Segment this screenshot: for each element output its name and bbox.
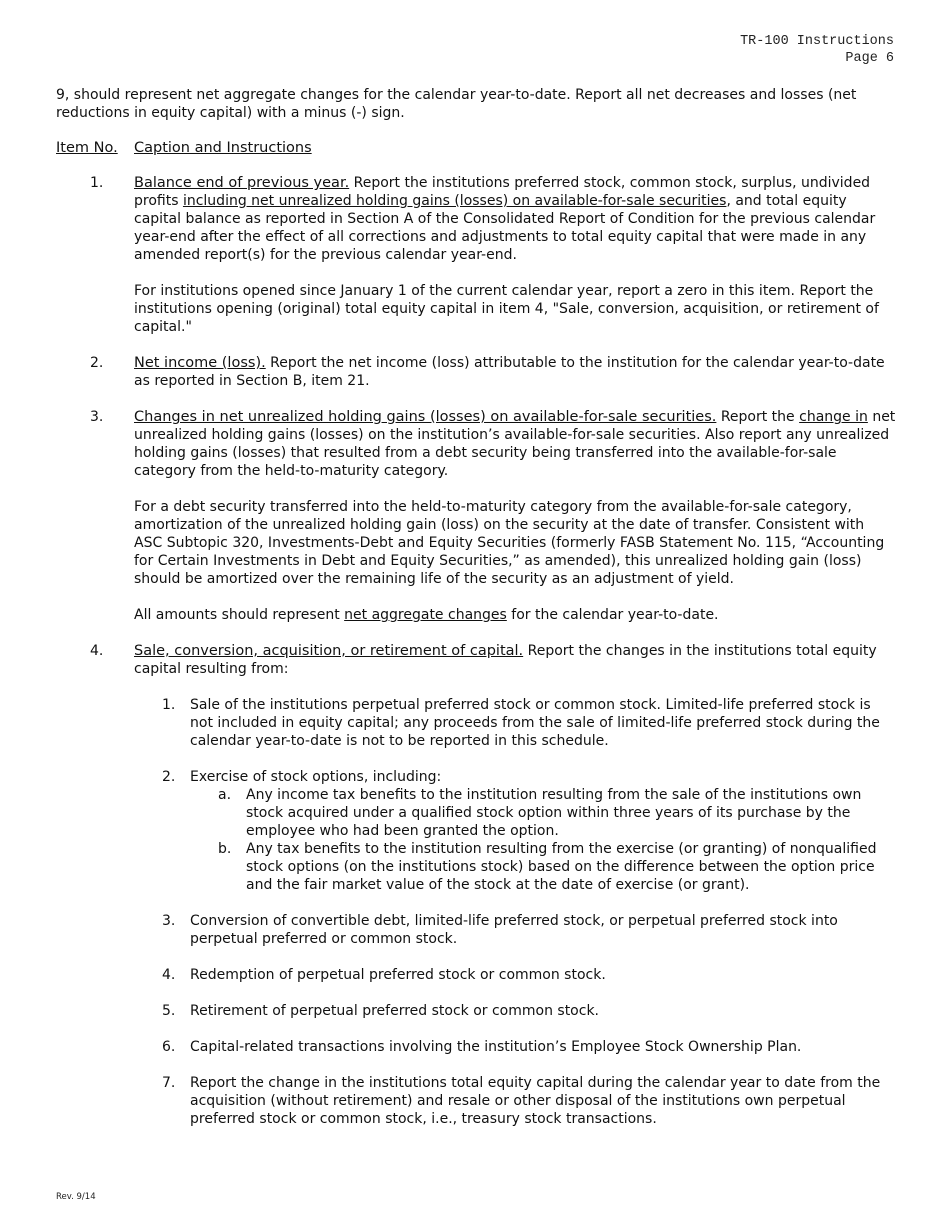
item-3-text-b: net unrealized holding gains (losses) on the institution’s available-for-sale securities. Also report any unrealized holding gains (losses) that resulted from a debt security being transferred into the available-for-sale category from the held-to-maturity category.: [134, 409, 896, 479]
subitem-text: Sale of the institutions perpetual preferred stock or common stock. Limited-life preferred stock is not included in equity capital; any proceeds from the sale of limited-life preferred stock during the calendar year-to-date is not to be reported in this schedule.: [190, 697, 880, 749]
subitem-text: Exercise of stock options, including:: [190, 769, 442, 785]
document-body: [56, 86, 896, 1146]
subitem-number: 1.: [162, 697, 176, 713]
page-header: [740, 34, 894, 67]
page-number: Page 6: [845, 50, 894, 66]
item-4-text: Report the changes in the institutions total equity capital resulting from:: [134, 643, 877, 677]
subitem-number: 4.: [162, 967, 176, 983]
item-3-text-underlined: change in: [799, 409, 868, 425]
item-no-header: Item No.: [56, 140, 118, 156]
subitem-text: Redemption of perpetual preferred stock or common stock.: [190, 967, 606, 983]
item-number: 2.: [90, 355, 104, 371]
item-3-paragraph-1: [134, 408, 896, 480]
subsubitem-a: [56, 786, 896, 840]
subitem-4: [56, 966, 896, 984]
item-3-paragraph-2: For a debt security transferred into the held-to-maturity category from the available-for-sale category, amortization of the unrealized holding gain (loss) on the security at the date of transfer. Consistent with ASC Subtopic 320, Investments-Debt and Equity Securities (formerly FASB Statement No. 115, “Accounting for Certain Investments in Debt and Equity Securities,” as amended), this unrealized holding gain (loss) should be amortized over the remaining life of the security as an adjustment of yield.: [134, 499, 885, 587]
subitem-number: 6.: [162, 1039, 176, 1055]
subitem-2: [56, 768, 896, 894]
subitem-number: 5.: [162, 1003, 176, 1019]
subitem-number: 3.: [162, 913, 176, 929]
item-2: [56, 354, 896, 390]
subitem-2-list: [56, 786, 896, 894]
item-1-text-a: Report the institutions preferred stock, common stock, surplus, undivided profits: [134, 175, 871, 209]
subitem-5: [56, 1002, 896, 1020]
item-1-paragraph-2: For institutions opened since January 1 of the current calendar year, report a zero in this item. Report the institutions opening (original) total equity capital in item 4, "Sale, conversion, acquisition, or retirement of capital.": [134, 283, 879, 335]
caption-header: Caption and Instructions: [134, 140, 312, 156]
subitem-text: Capital-related transactions involving the institution’s Employee Stock Ownership Plan.: [190, 1039, 802, 1055]
item-1: [56, 174, 896, 336]
subitem-text: Report the change in the institutions total equity capital during the calendar year to date from the acquisition (without retirement) and resale or other disposal of the institutions own perpetual preferred stock or common stock, i.e., treasury stock transactions.: [190, 1075, 881, 1127]
subitem-1: [56, 696, 896, 750]
subitem-3: [56, 912, 896, 948]
item-3-paragraph-3: [134, 606, 896, 624]
item-1-paragraph-1: [134, 174, 896, 264]
item-1-text-b: , and total equity capital balance as reported in Section A of the Consolidated Report of Condition for the previous calendar year-end after the effect of all corrections and adjustments to total equity capital that were made in any amended report(s) for the previous calendar year-end.: [134, 193, 876, 263]
subitem-7: [56, 1074, 896, 1128]
item-2-paragraph-1: [134, 354, 896, 390]
item-4-paragraph-1: [134, 642, 896, 678]
item-3-p3-text-a: All amounts should represent: [134, 607, 345, 623]
item-1-title: Balance end of previous year.: [134, 175, 350, 191]
item-3-p3-underlined: net aggregate changes: [344, 607, 507, 623]
item-4-title: Sale, conversion, acquisition, or retirement of capital.: [134, 643, 524, 659]
subitem-text: Retirement of perpetual preferred stock or common stock.: [190, 1003, 600, 1019]
item-3-text-a: Report the: [716, 409, 800, 425]
item-1-text-underlined: including net unrealized holding gains (losses) on available-for-sale securities: [182, 193, 727, 209]
intro-paragraph: 9, should represent net aggregate changes for the calendar year-to-date. Report all net decreases and losses (net reductions in equity capital) with a minus (-) sign.: [56, 87, 857, 121]
subitem-number: 7.: [162, 1075, 176, 1091]
subsubitem-letter: b.: [218, 841, 232, 857]
subsubitem-text: Any income tax benefits to the institution resulting from the sale of the institutions own stock acquired under a qualified stock option within three years of its purchase by the employee who had been granted the option.: [246, 787, 862, 839]
item-number: 3.: [90, 409, 104, 425]
subsubitem-letter: a.: [218, 787, 232, 803]
revision-footer: Rev. 9/14: [56, 1192, 96, 1202]
column-headers: [56, 139, 896, 157]
item-3-title: Changes in net unrealized holding gains (losses) on available-for-sale securities.: [134, 409, 717, 425]
item-2-title: Net income (loss).: [134, 355, 266, 371]
subitem-6: [56, 1038, 896, 1056]
item-3: [56, 408, 896, 624]
item-number: 1.: [90, 175, 104, 191]
item-2-text: Report the net income (loss) attributable to the institution for the calendar year-to-date as reported in Section B, item 21.: [134, 355, 885, 389]
subitem-number: 2.: [162, 769, 176, 785]
form-title: TR-100 Instructions: [740, 34, 894, 49]
item-3-p3-text-b: for the calendar year-to-date.: [506, 607, 719, 623]
item-number: 4.: [90, 643, 104, 659]
item-4: [56, 642, 896, 678]
subsubitem-b: [56, 840, 896, 894]
subitem-text: Conversion of convertible debt, limited-life preferred stock, or perpetual preferred stock into perpetual preferred or common stock.: [190, 913, 838, 947]
subsubitem-text: Any tax benefits to the institution resulting from the exercise (or granting) of nonqualified stock options (on the institutions stock) based on the difference between the option price and the fair market value of the stock at the date of exercise (or grant).: [246, 841, 877, 893]
